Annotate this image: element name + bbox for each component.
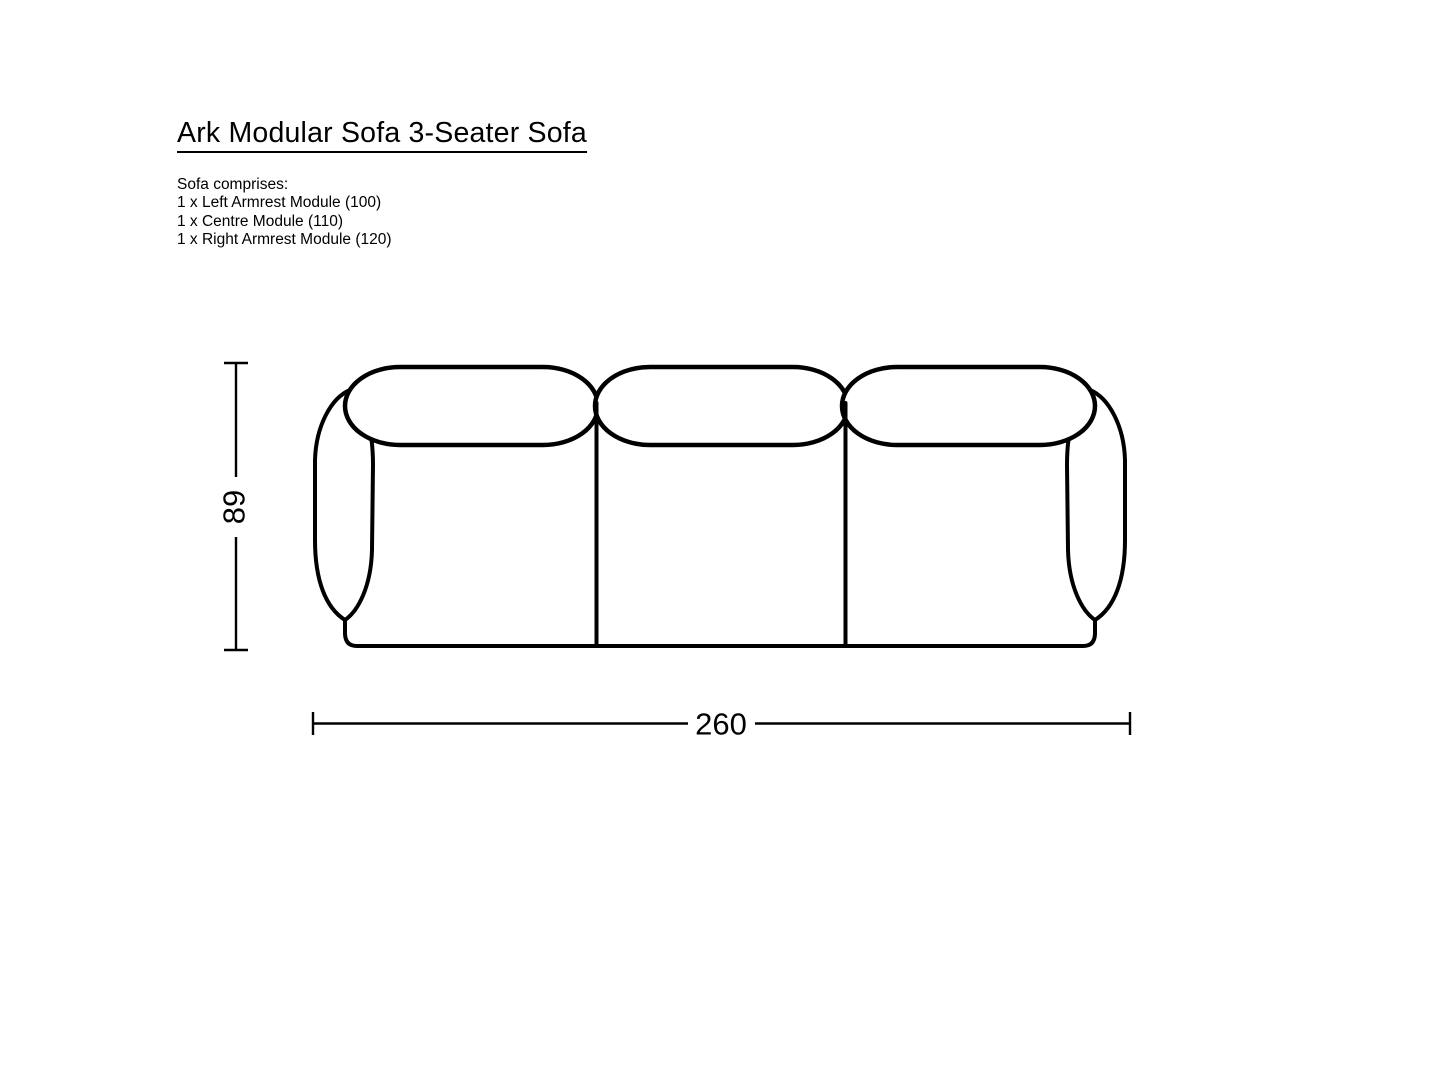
height-dimension-label: 89 [216, 489, 252, 525]
sofa-seat-base-outline [345, 620, 1095, 646]
width-dimension [313, 707, 1130, 742]
sofa-right-back-cushion [842, 367, 1095, 445]
composition-item-right-armrest: 1 x Right Armrest Module (120) [177, 231, 392, 249]
page-title: Ark Modular Sofa 3-Seater Sofa [177, 119, 587, 153]
composition-item-left-armrest: 1 x Left Armrest Module (100) [177, 194, 382, 212]
composition-item-centre: 1 x Centre Module (110) [177, 212, 343, 230]
height-dimension [217, 363, 252, 650]
width-dimension-label: 260 [695, 706, 747, 742]
sofa-centre-back-cushion [595, 367, 848, 445]
composition-intro: Sofa comprises: [177, 176, 289, 193]
sofa-left-back-cushion [345, 367, 598, 445]
